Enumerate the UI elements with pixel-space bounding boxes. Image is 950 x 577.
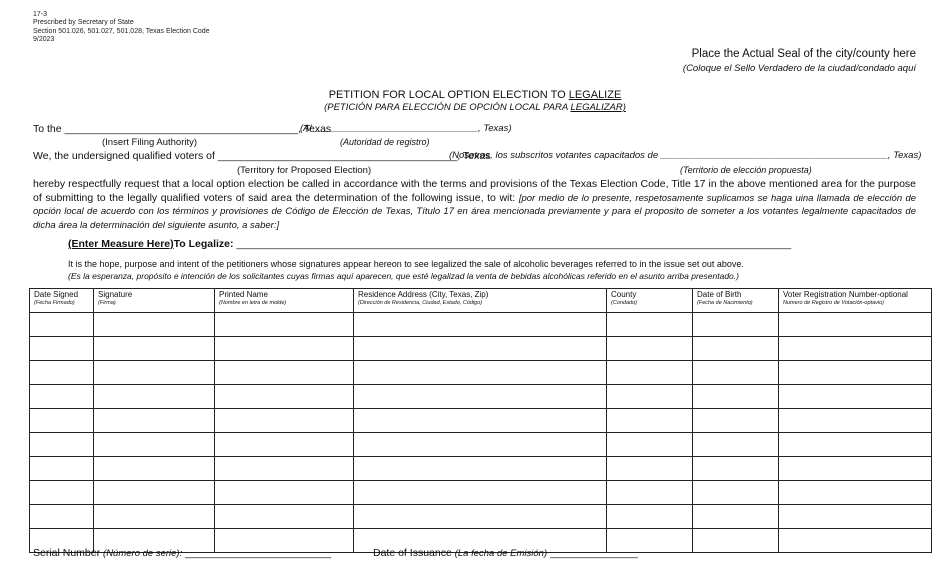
table-cell[interactable] [607, 385, 693, 409]
table-cell[interactable] [693, 337, 779, 361]
table-cell[interactable] [779, 505, 932, 529]
table-cell[interactable] [693, 361, 779, 385]
table-cell[interactable] [30, 433, 94, 457]
request-paragraph [33, 178, 916, 232]
table-row [30, 457, 932, 481]
issuance-date-field: Date of Issuance (La fecha de Emisión) _______________ [373, 547, 638, 559]
table-cell[interactable] [215, 409, 354, 433]
code-sections: Section 501.026, 501.027, 501.028, Texas Election Code [33, 27, 210, 35]
table-cell[interactable] [607, 361, 693, 385]
table-cell[interactable] [607, 337, 693, 361]
territory-hint: (Territory for Proposed Election) [237, 165, 372, 176]
petition-title: PETITION FOR LOCAL OPTION ELECTION TO LEGALIZE [328, 89, 622, 101]
form-number: 17-3 [33, 11, 48, 18]
intent-text: It is the hope, purpose and intent of the petitioners whose signatures appear hereon to see legalized the sale of alcoholic beverages referred to in the issue set out above. [68, 259, 744, 269]
filing-authority-field[interactable]: To the ________________________________________, Texas [33, 123, 332, 135]
table-cell[interactable] [693, 457, 779, 481]
issuance-date-input[interactable]: _______________ [550, 547, 638, 559]
measure-line [68, 238, 791, 250]
measure-input[interactable]: _______________________________________________________________________________________________ [236, 238, 792, 250]
table-cell[interactable] [94, 409, 215, 433]
table-cell[interactable] [779, 385, 932, 409]
table-cell[interactable] [30, 457, 94, 481]
column-header-printed-name: Printed Name (Nombre en letra de molde) [215, 289, 354, 313]
table-cell[interactable] [354, 337, 607, 361]
seal-instruction-es: (Coloque el Sello Verdadero de la ciudad/condado aquí [682, 63, 916, 74]
table-cell[interactable] [94, 361, 215, 385]
table-cell[interactable] [693, 481, 779, 505]
table-cell[interactable] [30, 505, 94, 529]
table-cell[interactable] [779, 529, 932, 553]
seal-instruction: Place the Actual Seal of the city/county here [691, 48, 916, 60]
title-keyword: LEGALIZE [568, 89, 622, 101]
prescribed-by: Prescribed by Secretary of State [33, 19, 134, 27]
table-cell[interactable] [693, 529, 779, 553]
table-cell[interactable] [94, 481, 215, 505]
territory-field[interactable]: We, the undersigned qualified voters of _________________________________________, Texas [33, 150, 491, 162]
table-row [30, 505, 932, 529]
table-cell[interactable] [215, 337, 354, 361]
table-cell[interactable] [215, 457, 354, 481]
table-cell[interactable] [779, 313, 932, 337]
table-cell[interactable] [30, 409, 94, 433]
table-row [30, 385, 932, 409]
column-header-date-signed: Date Signed (Fecha Firmado) [30, 289, 94, 313]
petition-title-es: (PETICIÓN PARA ELECCIÓN DE OPCIÓN LOCAL PARA LEGALIZAR) [324, 102, 626, 113]
table-cell[interactable] [30, 337, 94, 361]
table-cell[interactable] [779, 481, 932, 505]
table-cell[interactable] [30, 361, 94, 385]
table-cell[interactable] [779, 433, 932, 457]
table-cell[interactable] [94, 457, 215, 481]
table-cell[interactable] [354, 505, 607, 529]
table-cell[interactable] [607, 313, 693, 337]
signature-table [29, 288, 932, 553]
table-cell[interactable] [607, 505, 693, 529]
table-cell[interactable] [693, 313, 779, 337]
column-header-signature: Signature (Firma) [94, 289, 215, 313]
table-cell[interactable] [94, 313, 215, 337]
filing-authority-hint: (Insert Filing Authority) [102, 137, 198, 148]
table-cell[interactable] [354, 361, 607, 385]
territory-hint-es: (Territorio de elección propuesta) [680, 165, 812, 175]
table-cell[interactable] [215, 481, 354, 505]
table-cell[interactable] [30, 313, 94, 337]
table-cell[interactable] [215, 313, 354, 337]
table-cell[interactable] [354, 481, 607, 505]
title-keyword-es: LEGALIZAR) [570, 102, 626, 113]
table-cell[interactable] [215, 385, 354, 409]
table-cell[interactable] [94, 337, 215, 361]
table-cell[interactable] [354, 313, 607, 337]
table-cell[interactable] [94, 385, 215, 409]
table-row [30, 313, 932, 337]
filing-authority-hint-es: (Autoridad de registro) [340, 137, 430, 147]
serial-number-input[interactable]: _________________________ [185, 547, 332, 559]
table-row [30, 409, 932, 433]
table-cell[interactable] [693, 505, 779, 529]
table-cell[interactable] [779, 457, 932, 481]
column-header-date-of-birth: Date of Birth (Fecha de Nacimiento) [693, 289, 779, 313]
form-header [33, 11, 210, 45]
measure-label: (Enter Measure Here) [68, 238, 174, 250]
column-header-residence-address: Residence Address (City, Texas, Zip) (Dirección de Residencia, Ciudad, Estado, Código) [354, 289, 607, 313]
table-cell[interactable] [215, 361, 354, 385]
table-cell[interactable] [215, 505, 354, 529]
table-cell[interactable] [779, 409, 932, 433]
table-cell[interactable] [779, 361, 932, 385]
table-cell[interactable] [94, 433, 215, 457]
table-cell[interactable] [215, 433, 354, 457]
request-text-es: [por medio de lo presente, respetosamente suplicamos se haga uina llamada de elección de opción local de acuerdo con los términos y provisiones de Código de Elección de Texas, Título 17 en área mencionada previamente y para el proposito de someter a los votantes legalmente capacitados de dicha área la determinación del siguiente asunto, a saber:] [33, 192, 917, 231]
table-row [30, 481, 932, 505]
table-row [30, 433, 932, 457]
intent-text-es: (Es la esperanza, propósito e intención de los solicitantes cuyas firmas aquí aparecen, que esté legalizad la venta de bebidas alcohólicas referido en el asunto arriba presentado.) [68, 271, 739, 281]
table-header-row [30, 289, 932, 313]
table-cell[interactable] [693, 385, 779, 409]
serial-number-field: Serial Number (Número de serie): _________________________ [33, 547, 332, 559]
measure-suffix: To Legalize: [173, 238, 234, 250]
table-cell[interactable] [354, 433, 607, 457]
table-cell[interactable] [354, 457, 607, 481]
column-header-county: County (Condado) [607, 289, 693, 313]
table-cell[interactable] [607, 433, 693, 457]
table-cell[interactable] [607, 457, 693, 481]
table-cell[interactable] [30, 481, 94, 505]
table-cell[interactable] [779, 337, 932, 361]
filing-authority-field-es[interactable]: (Al _______________________________, Texas) [300, 123, 512, 134]
request-text: hereby respectfully request that a local option election be called in accordance with the terms and provisions of the Texas Election Code, Title 17 in the above mentioned area for the purpose of submitting to the legally qualified voters of said area the determination of the following issue, to wit: [33, 178, 916, 204]
table-cell[interactable] [607, 409, 693, 433]
table-cell[interactable] [354, 385, 607, 409]
table-row [30, 337, 932, 361]
table-row [30, 361, 932, 385]
table-cell[interactable] [607, 481, 693, 505]
table-cell[interactable] [693, 433, 779, 457]
territory-field-es[interactable]: (Nosotros, los subscritos votantes capacitados de ___________________________________________, Texas) [449, 150, 922, 161]
table-cell[interactable] [94, 505, 215, 529]
form-date: 9/2023 [33, 36, 55, 44]
column-header-voter-registration: Voter Registration Number-optional Numero de Registro de Votación-optavio) [779, 289, 932, 313]
table-cell[interactable] [693, 409, 779, 433]
table-cell[interactable] [30, 385, 94, 409]
table-cell[interactable] [354, 409, 607, 433]
